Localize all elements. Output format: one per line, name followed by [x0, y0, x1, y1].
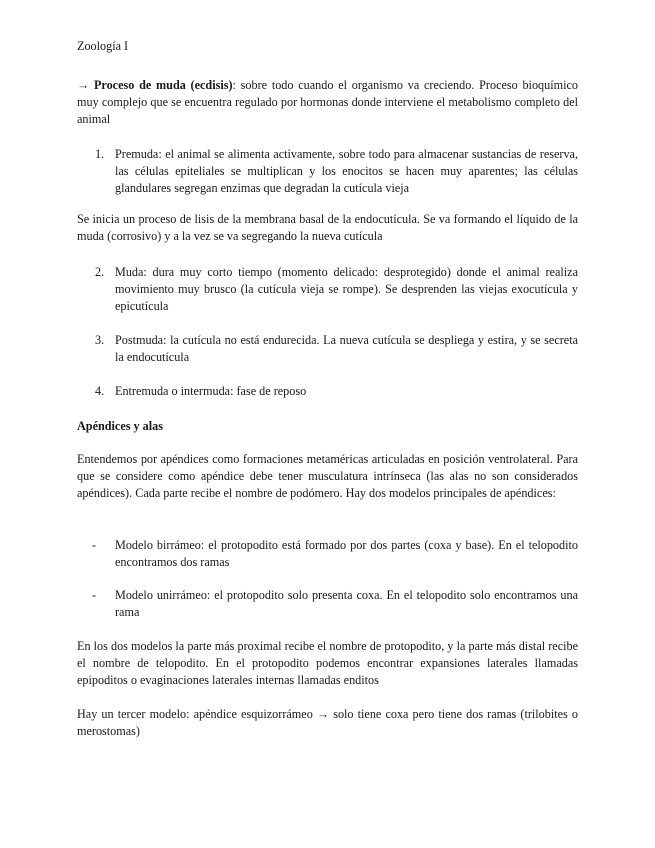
list-text: Entremuda o intermuda: fase de reposo	[115, 384, 307, 398]
appendages-paragraph: Entendemos por apéndices como formaciones metaméricas articuladas en posición ventrolateral. Para que se considere como apéndice debe tener musculatura intrínseca (las alas no son considerados apéndices). Cada parte recibe el nombre de podómero. Hay dos modelos principales de apéndices:	[77, 452, 578, 500]
models-paragraph: En los dos modelos la parte más proximal recibe el nombre de protopodito, y la parte más distal recibe el nombre de telopodito. En el protopodito podemos encontrar expansiones laterales llamadas epipoditos o evaginaciones laterales internas llamadas enditos	[77, 639, 578, 687]
list-text: Postmuda: la cutícula no está endurecida. La nueva cutícula se despliega y estira, y se secreta la endocutícula	[115, 333, 578, 364]
molt-paragraph	[77, 77, 578, 128]
bullet-dash: -	[92, 538, 97, 552]
list-number: 1.	[95, 147, 105, 161]
third-model-paragraph: Hay un tercer modelo: apéndice esquizorrámeo → solo tiene coxa pero tiene dos ramas (trilobites o merostomas)	[77, 707, 578, 738]
lysis-paragraph: Se inicia un proceso de lisis de la membrana basal de la endocutícula. Se va formando el líquido de la muda (corrosivo) y a la vez se va segregando la nueva cutícula	[77, 212, 578, 243]
list-number: 2.	[95, 265, 105, 279]
list-text: Muda: dura muy corto tiempo (momento delicado: desprotegido) donde el animal realiza movimiento muy brusco (la cutícula vieja se rompe). Se desprenden las viejas exocutícula y epicutícula	[115, 265, 578, 313]
arrow-symbol: →	[77, 78, 90, 92]
list-number: 4.	[95, 384, 105, 398]
molt-intro: : sobre todo cuando el organismo va creciendo. Proceso bioquímico muy complejo que se encuentra regulado por hormonas donde interviene el metabolismo completo del animal	[77, 78, 578, 126]
section-heading: Apéndices y alas	[77, 419, 163, 433]
bullet-dash: -	[92, 588, 97, 602]
list-text: Premuda: el animal se alimenta activamente, sobre todo para almacenar sustancias de reserva, las células epiteliales se multiplican y los enocitos se hacen muy aparentes; las células glandulares segregan enzimas que degradan la cutícula vieja	[115, 147, 578, 195]
running-header: Zoología I	[77, 39, 129, 53]
bullet-text: Modelo birrámeo: el protopodito está formado por dos partes (coxa y base). En el telopodito encontramos dos ramas	[115, 538, 578, 569]
bullet-text: Modelo unirrámeo: el protopodito solo presenta coxa. En el telopodito solo encontramos una rama	[115, 588, 578, 619]
list-number: 3.	[95, 333, 105, 347]
molt-title: Proceso de muda (ecdisis)	[93, 78, 233, 92]
